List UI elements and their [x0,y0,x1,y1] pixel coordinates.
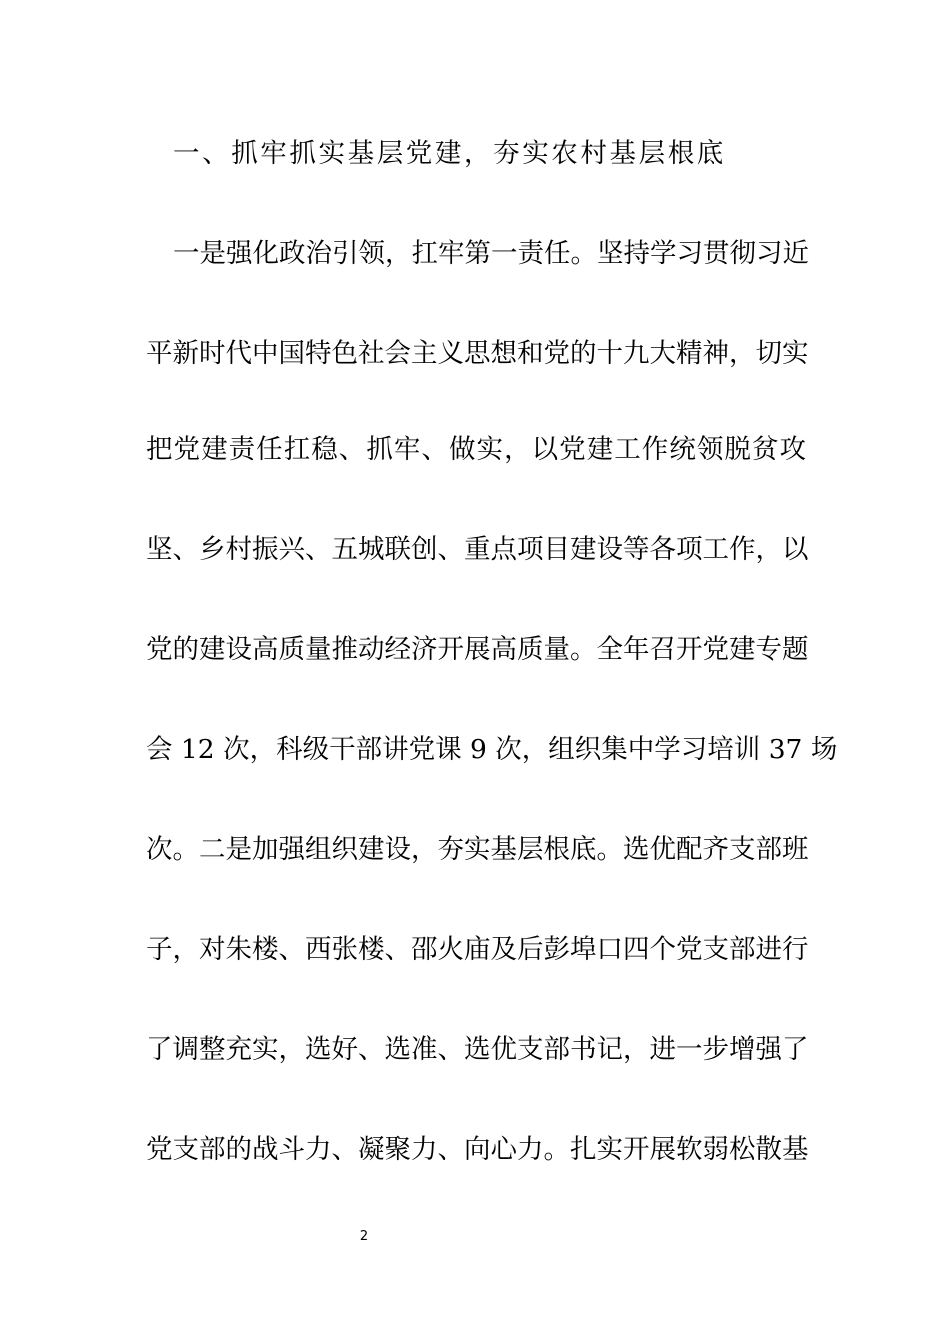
paragraph-line-9: 了调整充实，选好、选准、选优支部书记，进一步增强了 [146,1034,809,1065]
paragraph-line-6: 会 12 次，科级干部讲党课 9 次，组织集中学习培训 37 场 [146,734,838,765]
paragraph-line-7: 次。二是加强组织建设，夯实基层根底。选优配齐支部班 [146,834,809,865]
paragraph-line-8: 子，对朱楼、西张楼、邵火庙及后彭埠口四个党支部进行 [146,934,809,965]
page-number: 2 [359,1229,369,1244]
section-heading: 一、抓牢抓实基层党建，夯实农村基层根底 [173,138,726,169]
paragraph-line-3: 把党建责任扛稳、抓牢、做实，以党建工作统领脱贫攻 [146,434,806,465]
paragraph-line-1: 一是强化政治引领，扛牢第一责任。坚持学习贯彻习近 [173,238,809,269]
paragraph-line-4: 坚、乡村振兴、五城联创、重点项目建设等各项工作，以 [146,534,809,565]
paragraph-line-5: 党的建设高质量推动经济开展高质量。全年召开党建专题 [146,634,809,665]
paragraph-line-10: 党支部的战斗力、凝聚力、向心力。扎实开展软弱松散基 [146,1134,809,1165]
paragraph-line-2: 平新时代中国特色社会主义思想和党的十九大精神，切实 [146,338,809,369]
